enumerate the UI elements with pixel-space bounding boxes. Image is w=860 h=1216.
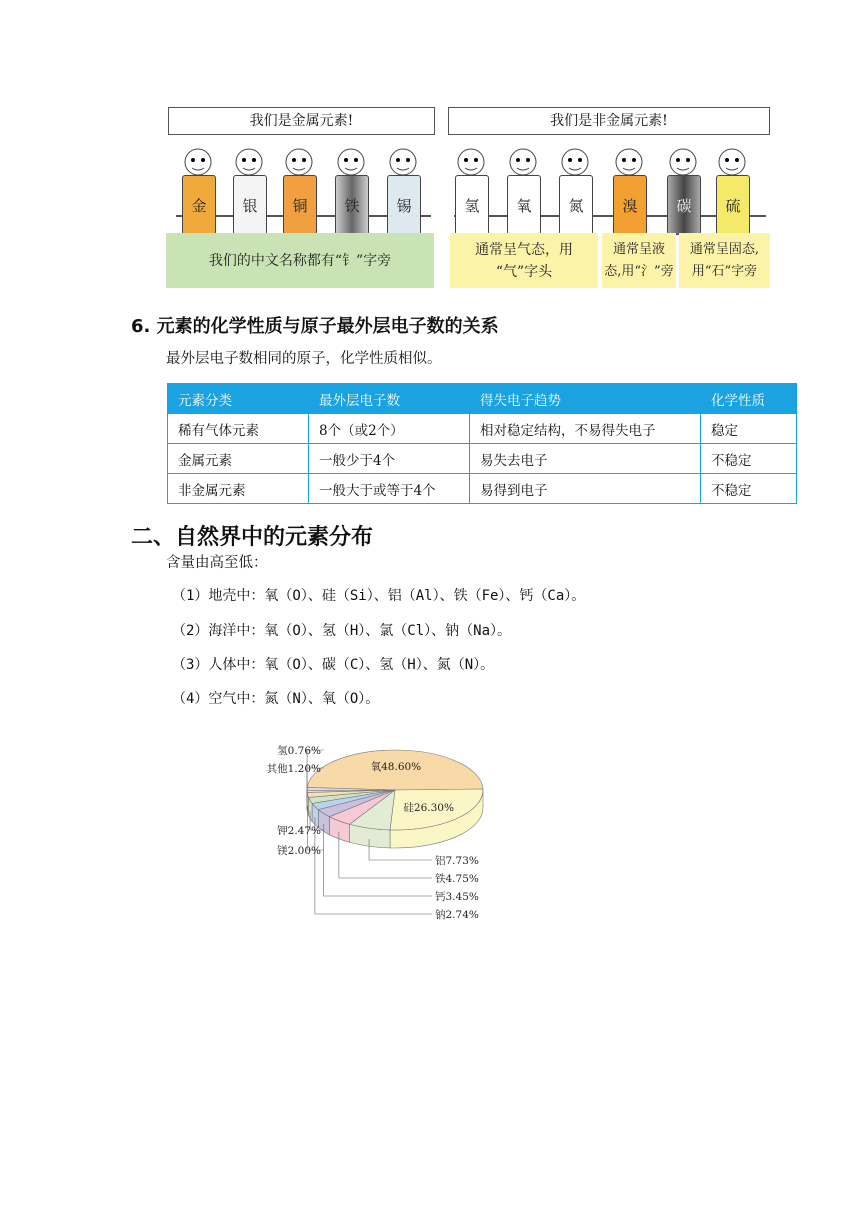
table-cell: 8个（或2个） (309, 414, 470, 444)
table-cell: 稀有气体元素 (168, 414, 309, 444)
table-row (168, 414, 797, 444)
table-cell: 不稳定 (701, 444, 797, 474)
gold-face-icon (181, 145, 215, 179)
table-row (168, 474, 797, 504)
pie-label-钙: 钙3.45% (435, 891, 479, 903)
table-cell: 稳定 (701, 414, 797, 444)
table-cell: 相对稳定结构，不易得失电子 (470, 414, 701, 444)
table-header-cell: 得失电子趋势 (470, 384, 701, 414)
nonmetal-card-nitrogen: 氮 (559, 175, 593, 235)
tin-face-icon (386, 145, 420, 179)
table-cell: 易失去电子 (470, 444, 701, 474)
table-cell: 一般大于或等于4个 (309, 474, 470, 504)
table-cell: 非金属元素 (168, 474, 309, 504)
solid-note-box (679, 233, 770, 288)
liquid-note-box (602, 233, 676, 288)
oxygen-face-icon (506, 145, 540, 179)
table-cell: 不稳定 (701, 474, 797, 504)
metal-card-silver: 银 (233, 175, 267, 235)
section6-intro: 最外层电子数相同的原子，化学性质相似。 (166, 351, 442, 367)
nonmetal-card-hydrogen: 氢 (455, 175, 489, 235)
section2-title: 二、自然界中的元素分布 (131, 525, 374, 550)
pie-label-钾: 钾2.47% (277, 825, 321, 837)
element-illustration (166, 105, 772, 290)
hydrogen-face-icon (454, 145, 488, 179)
crust-element-pie-chart (255, 738, 515, 928)
sulfur-face-icon (715, 145, 749, 179)
pie-label-硅: 硅26.30% (403, 802, 454, 815)
solid-note-line2: 用“石”字旁 (691, 263, 758, 279)
nitrogen-face-icon (558, 145, 592, 179)
table-header-cell: 化学性质 (701, 384, 797, 414)
liquid-note-line2: 态,用“氵”旁 (604, 263, 674, 279)
table-header-cell: 元素分类 (168, 384, 309, 414)
section6-title: 6. 元素的化学性质与原子最外层电子数的关系 (131, 316, 499, 337)
table-cell: 易得到电子 (470, 474, 701, 504)
bromine-face-icon (612, 145, 646, 179)
nonmetal-sign: 我们是非金属元素! (448, 107, 770, 135)
table-cell: 金属元素 (168, 444, 309, 474)
distribution-item-body: （3）人体中：氧（O）、碳（C）、氢（H）、氮（N）。 (172, 657, 495, 673)
metal-card-tin: 锡 (387, 175, 421, 235)
silver-face-icon (232, 145, 266, 179)
nonmetal-card-carbon: 碳 (667, 175, 701, 235)
metal-card-iron: 铁 (335, 175, 369, 235)
table-header-row (168, 384, 797, 414)
pie-label-镁: 镁2.00% (277, 845, 321, 857)
table-header-cell: 最外层电子数 (309, 384, 470, 414)
section2-intro: 含量由高至低： (166, 555, 268, 571)
solid-note-line1: 通常呈固态, (689, 241, 760, 257)
distribution-item-air: （4）空气中：氮（N）、氧（O）。 (172, 691, 380, 707)
pie-label-铝: 铝7.73% (435, 855, 479, 867)
pie-label-氢: 氢0.76% (277, 745, 321, 757)
table-cell: 一般少于4个 (309, 444, 470, 474)
pie-label-铁: 铁4.75% (435, 873, 479, 885)
metal-note-box (166, 233, 434, 288)
nonmetal-card-oxygen: 氧 (507, 175, 541, 235)
liquid-note-line1: 通常呈液 (612, 241, 665, 257)
gas-note-line2: “气”字头 (495, 263, 553, 280)
element-properties-table (167, 383, 797, 504)
pie-label-其他: 其他1.20% (266, 763, 321, 775)
copper-face-icon (282, 145, 316, 179)
metal-card-gold: 金 (182, 175, 216, 235)
metal-card-copper: 铜 (283, 175, 317, 235)
carbon-face-icon (666, 145, 700, 179)
pie-label-钠: 钠2.74% (435, 909, 479, 921)
table-row (168, 444, 797, 474)
gas-note-line1: 通常呈气态，用 (475, 241, 573, 258)
distribution-item-ocean: （2）海洋中：氧（O）、氢（H）、氯（Cl）、钠（Na）。 (172, 623, 511, 639)
metal-sign: 我们是金属元素! (168, 107, 435, 135)
gas-note-box (450, 233, 598, 288)
metal-note: 我们的中文名称都有“钅”字旁 (208, 252, 392, 269)
nonmetal-card-bromine: 溴 (613, 175, 647, 235)
iron-face-icon (334, 145, 368, 179)
distribution-item-crust: （1）地壳中：氧（O）、硅（Si）、铝（Al）、铁（Fe）、钙（Ca）。 (172, 588, 586, 604)
nonmetal-card-sulfur: 硫 (716, 175, 750, 235)
pie-label-氧: 氧48.60% (370, 761, 422, 774)
